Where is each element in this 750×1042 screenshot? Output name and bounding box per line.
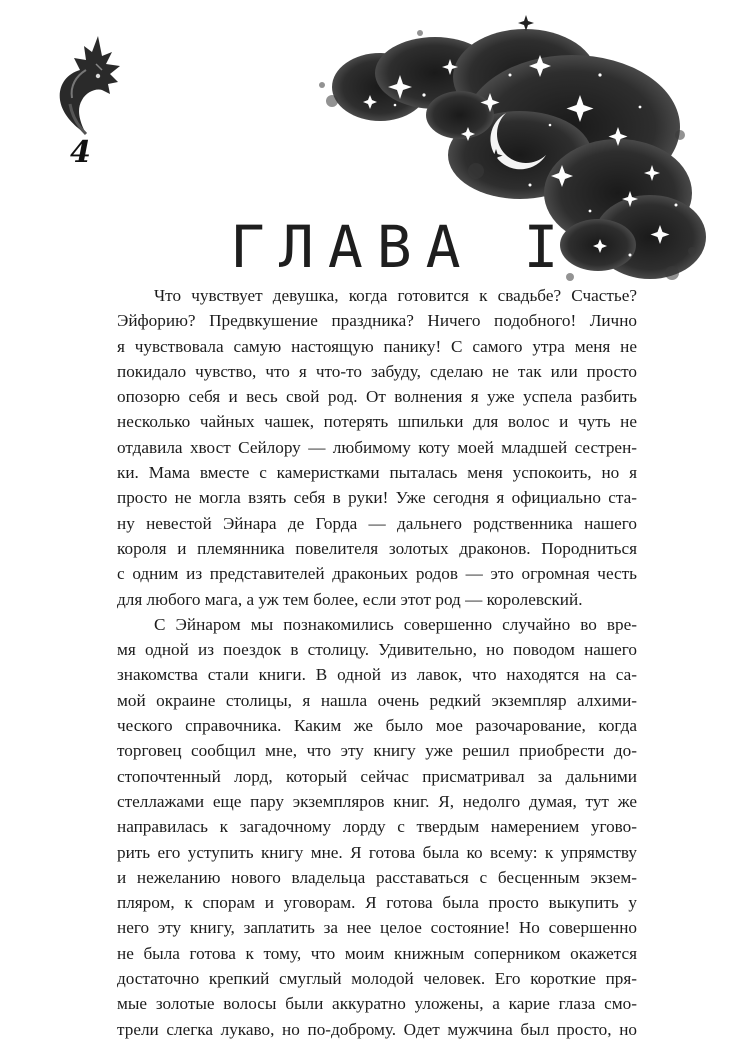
text-line: рить его уступить книгу мне. Я готова была ко всему: к упрямству [117,842,637,862]
text-line: не была готова к тому, что моим книжным соперником окажется [117,943,637,963]
text-line: С Эйнаром мы познакомились совершенно случайно во вре- [154,614,637,634]
text-line: и нежеланию нового владельца расставаться с бесценным экзем- [117,867,637,887]
text-line: для любого мага, а уж тем более, если этот род — королевский. [117,589,583,609]
text-line: стеллажами еще пару экземпляров книг. Я, недолго думая, тут же [117,791,637,811]
body-text [117,283,637,1042]
text-line: опозорю себя и весь свой род. От волнения я уже успела разбить [117,387,637,407]
text-line: просто не могла взять себя в руки! Уже сегодня я официально ста- [117,488,637,508]
text-line: покидало чувство, что я что-то забуду, сделаю не так или просто [117,361,637,381]
text-line: ческого справочника. Каким же было мое разочарование, когда [117,716,637,736]
page-number: 4 [70,135,91,170]
text-line: мые золотые волосы были аккуратно уложены, а карие глаза смо- [117,994,637,1014]
text-line: него эту книгу, заплатить за нее целое состояние! Но совершенно [117,918,637,938]
text-line: Что чувствует девушка, когда готовится к свадьбе? Счастье? [154,286,637,305]
text-line: ну невестой Эйнара де Горда — дальнего родственника нашего [117,513,637,533]
text-line: мой окраине столицы, я нашла очень редкий экземпляр алхими- [117,690,637,710]
text-line: Эйфорию? Предвкушение праздника? Ничего подобного! Лично [117,311,637,331]
text-line: мя одной из поездок в столицу. Удивительно, но поводом нашего [117,640,637,660]
text-line: стопочтенный лорд, который сейчас присматривал за дальними [117,766,637,786]
text-line: достаточно крепкий смуглый молодой человек. Его короткие пря- [117,969,637,989]
dragon-emblem-icon [40,30,130,140]
text-line: торговец сообщил мне, что эту книгу уже решил приобрести до- [117,741,637,761]
text-line: направилась к загадочному лорду с твердым намерением угово- [117,817,637,837]
text-line: ки. Мама вместе с камеристками пыталась меня успокоить, но я [117,463,637,483]
text-line: знакомства стали книги. В одной из лавок, что находятся на са- [117,665,637,685]
text-line: трели слегка лукаво, но по-доброму. Одет мужчина был просто, но [117,1019,637,1039]
text-line: несколько чайных чашек, потерять шпильки для волос и чуть не [117,412,637,432]
text-line: пляром, к спорам и уговорам. Я готова была просто выкупить у [117,893,637,913]
chapter-heading: ГЛАВА I [230,213,573,281]
text-line: короля и племянника повелителя золотых драконов. Породниться [117,538,637,558]
text-line: отдавила хвост Сейлору — любимому коту моей младшей сестрен- [117,437,637,457]
text-line: с одним из представителей драконьих родов — это огромная честь [117,564,637,584]
text-line: я чувствовала самую настоящую панику! С самого утра меня не [117,336,637,356]
